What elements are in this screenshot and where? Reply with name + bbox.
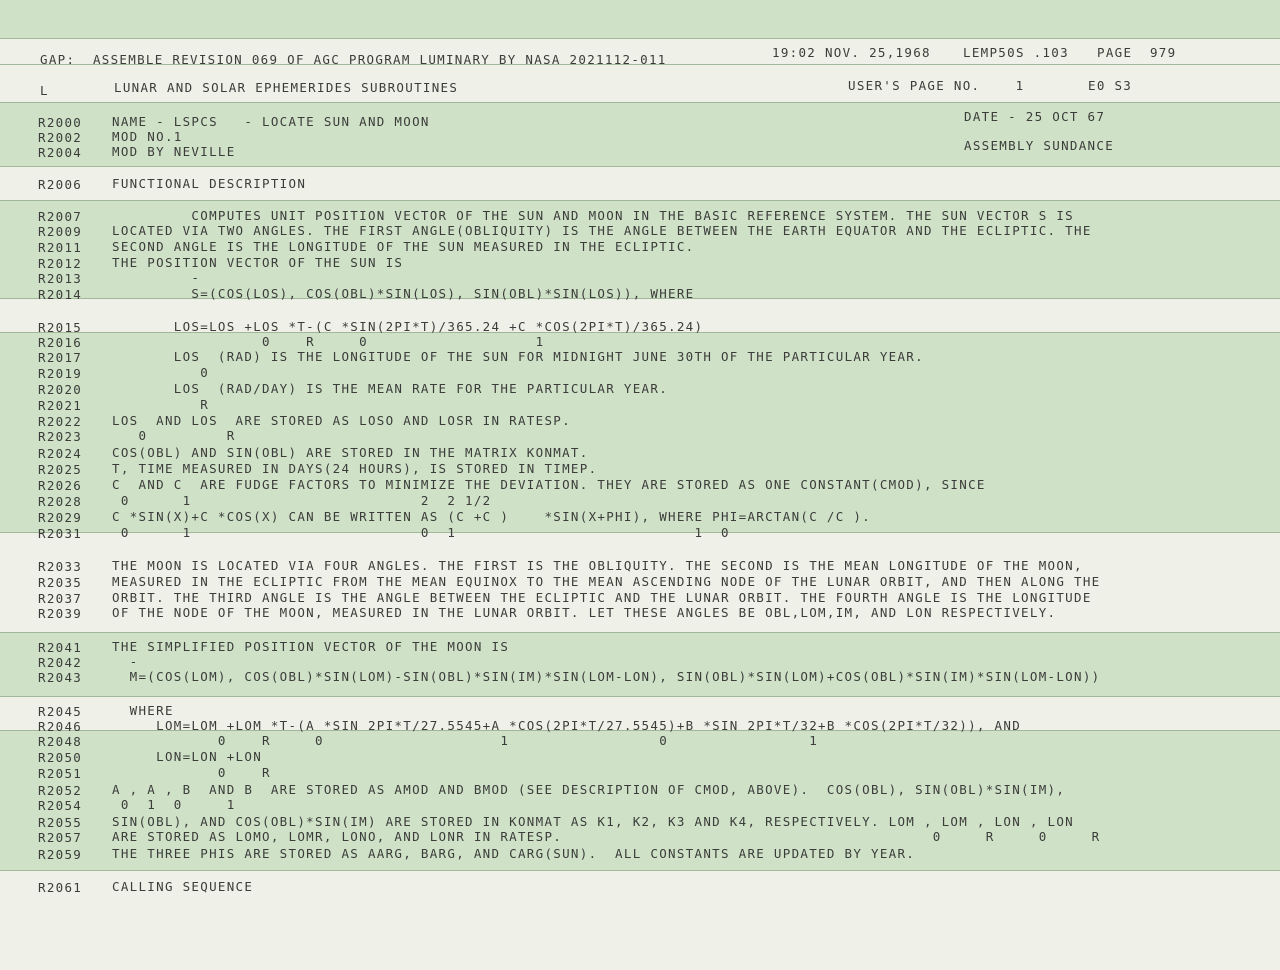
listing-line: M=(COS(LOM), COS(OBL)*SIN(LOM)-SIN(OBL)*SIN(IM)*SIN(LOM-LON), SIN(OBL)*SIN(LOM)+COS(OBL)*SIN(IM)*SIN(LOM-LON)) — [112, 669, 1101, 684]
line-number: R2023 — [38, 429, 83, 444]
line-number: R2031 — [38, 526, 83, 541]
line-number: R2021 — [38, 398, 83, 413]
listing-line: 0 R — [112, 428, 236, 443]
print-timestamp: 19:02 NOV. 25,1968 — [772, 45, 931, 60]
listing-line: LOS (RAD) IS THE LONGITUDE OF THE SUN FOR MIDNIGHT JUNE 30TH OF THE PARTICULAR YEAR. — [112, 349, 924, 364]
line-number: R2029 — [38, 510, 83, 525]
line-number: R2000 — [38, 115, 83, 130]
listing-line: 0 R 0 1 — [112, 334, 545, 349]
listing-flag: L — [40, 83, 49, 98]
listing-line: COMPUTES UNIT POSITION VECTOR OF THE SUN AND MOON IN THE BASIC REFERENCE SYSTEM. THE SUN VECTOR S IS — [112, 208, 1074, 223]
line-number: R2004 — [38, 145, 83, 160]
listing-line: LOS=LOS +LOS *T-(C *SIN(2PI*T)/365.24 +C *COS(2PI*T)/365.24) — [112, 319, 704, 334]
line-number: R2054 — [38, 798, 83, 813]
line-number: R2026 — [38, 478, 83, 493]
line-number: R2012 — [38, 256, 83, 271]
line-number: R2025 — [38, 462, 83, 477]
line-number: R2014 — [38, 287, 83, 302]
line-number: R2061 — [38, 880, 83, 895]
line-number: R2048 — [38, 734, 83, 749]
listing-line: THE THREE PHIS ARE STORED AS AARG, BARG, AND CARG(SUN). ALL CONSTANTS ARE UPDATED BY YEAR. — [112, 846, 916, 861]
line-number: R2016 — [38, 335, 83, 350]
listing-line: LOM=LOM +LOM *T-(A *SIN 2PI*T/27.5545+A *COS(2PI*T/27.5545)+B *SIN 2PI*T/32+B *COS(2PI*T/32)), AND — [112, 718, 1022, 733]
listing-line: MOD BY NEVILLE — [112, 144, 236, 159]
listing-line: 0 1 0 1 1 0 — [112, 525, 730, 540]
users-page-number: USER'S PAGE NO. 1 — [848, 78, 1025, 93]
line-number: R2055 — [38, 815, 83, 830]
listing-line: FUNCTIONAL DESCRIPTION — [112, 176, 307, 191]
line-number: R2022 — [38, 414, 83, 429]
listing-line: A , A , B AND B ARE STORED AS AMOD AND BMOD (SEE DESCRIPTION OF CMOD, ABOVE). COS(OBL), SIN(OBL)*SIN(IM), — [112, 782, 1066, 797]
line-number: R2033 — [38, 559, 83, 574]
listing-line: COS(OBL) AND SIN(OBL) ARE STORED IN THE MATRIX KONMAT. — [112, 445, 589, 460]
listing-line: C *SIN(X)+C *COS(X) CAN BE WRITTEN AS (C +C ) *SIN(X+PHI), WHERE PHI=ARCTAN(C /C ). — [112, 509, 872, 524]
listing-line: OF THE NODE OF THE MOON, MEASURED IN THE LUNAR ORBIT. LET THESE ANGLES BE OBL,LOM,IM, AND LON RESPECTIVELY. — [112, 605, 1057, 620]
listing-line: - — [112, 654, 139, 669]
line-number: R2002 — [38, 130, 83, 145]
listing-line: 0 — [112, 365, 210, 380]
listing-line: LON=LON +LON — [112, 749, 263, 764]
line-number: R2052 — [38, 783, 83, 798]
line-number: R2028 — [38, 494, 83, 509]
paper-rule — [0, 200, 1280, 201]
line-number: R2043 — [38, 670, 83, 685]
line-number: R2041 — [38, 640, 83, 655]
paper-rule — [0, 696, 1280, 697]
line-number: R2057 — [38, 830, 83, 845]
listing-line: R — [112, 397, 210, 412]
paper-rule — [0, 38, 1280, 39]
eo-code: E0 S3 — [1088, 78, 1133, 93]
paper-rule — [0, 166, 1280, 167]
listing-line: LOS (RAD/DAY) IS THE MEAN RATE FOR THE PARTICULAR YEAR. — [112, 381, 669, 396]
assembly-header: GAP: ASSEMBLE REVISION 069 OF AGC PROGRAM LUMINARY BY NASA 2021112-011 — [40, 52, 667, 67]
line-number: R2011 — [38, 240, 83, 255]
listing-line: S=(COS(LOS), COS(OBL)*SIN(LOS), SIN(OBL)*SIN(LOS)), WHERE — [112, 286, 695, 301]
listing-line: LOCATED VIA TWO ANGLES. THE FIRST ANGLE(OBLIQUITY) IS THE ANGLE BETWEEN THE EARTH EQUATOR AND THE ECLIPTIC. THE — [112, 223, 1092, 238]
listing-line: CALLING SEQUENCE — [112, 879, 254, 894]
line-number: R2045 — [38, 704, 83, 719]
line-number: R2037 — [38, 591, 83, 606]
listing-line: 0 1 0 1 — [112, 797, 236, 812]
line-number: R2051 — [38, 766, 83, 781]
date-note: DATE - 25 OCT 67 — [964, 109, 1106, 124]
line-number: R2007 — [38, 209, 83, 224]
line-number: R2042 — [38, 655, 83, 670]
paper-band — [0, 0, 1280, 38]
page-number: PAGE 979 — [1097, 45, 1177, 60]
listing-line: SIN(OBL), AND COS(OBL)*SIN(IM) ARE STORED IN KONMAT AS K1, K2, K3 AND K4, RESPECTIVELY. LOM , LOM , LON , LON — [112, 814, 1074, 829]
listing-line: LOS AND LOS ARE STORED AS LOSO AND LOSR IN RATESP. — [112, 413, 571, 428]
line-number: R2013 — [38, 271, 83, 286]
listing-line: WHERE — [112, 703, 174, 718]
line-number: R2059 — [38, 847, 83, 862]
line-number: R2017 — [38, 350, 83, 365]
listing-line: THE POSITION VECTOR OF THE SUN IS — [112, 255, 404, 270]
paper-rule — [0, 102, 1280, 103]
line-number: R2039 — [38, 606, 83, 621]
listing-line: SECOND ANGLE IS THE LONGITUDE OF THE SUN MEASURED IN THE ECLIPTIC. — [112, 239, 695, 254]
listing-line: 0 R — [112, 765, 271, 780]
paper-rule — [0, 870, 1280, 871]
section-title: LUNAR AND SOLAR EPHEMERIDES SUBROUTINES — [114, 80, 459, 95]
line-number: R2035 — [38, 575, 83, 590]
line-number: R2050 — [38, 750, 83, 765]
listing-line: ARE STORED AS LOMO, LOMR, LONO, AND LONR IN RATESP. 0 R 0 R — [112, 829, 1101, 844]
line-number: R2009 — [38, 224, 83, 239]
assembly-note: ASSEMBLY SUNDANCE — [964, 138, 1115, 153]
listing-line: 0 1 2 2 1/2 — [112, 493, 492, 508]
paper-rule — [0, 632, 1280, 633]
listing-line: NAME - LSPCS - LOCATE SUN AND MOON — [112, 114, 430, 129]
listing-line: - — [112, 270, 201, 285]
line-number: R2006 — [38, 177, 83, 192]
listing-line: 0 R 0 1 0 1 — [112, 733, 819, 748]
listing-line: ORBIT. THE THIRD ANGLE IS THE ANGLE BETWEEN THE ECLIPTIC AND THE LUNAR ORBIT. THE FOURTH ANGLE IS THE LONGITUDE — [112, 590, 1092, 605]
line-number: R2046 — [38, 719, 83, 734]
listing-line: THE MOON IS LOCATED VIA FOUR ANGLES. THE FIRST IS THE OBLIQUITY. THE SECOND IS THE MEAN LONGITUDE OF THE MOON, — [112, 558, 1083, 573]
listing-line: C AND C ARE FUDGE FACTORS TO MINIMIZE THE DEVIATION. THEY ARE STORED AS ONE CONSTANT(CMOD), SINCE — [112, 477, 986, 492]
listing-line: THE SIMPLIFIED POSITION VECTOR OF THE MOON IS — [112, 639, 510, 654]
listing-line: MOD NO.1 — [112, 129, 183, 144]
line-number: R2019 — [38, 366, 83, 381]
line-number: R2015 — [38, 320, 83, 335]
line-number: R2020 — [38, 382, 83, 397]
job-id: LEMP50S .103 — [963, 45, 1069, 60]
listing-line: T, TIME MEASURED IN DAYS(24 HOURS), IS STORED IN TIMEP. — [112, 461, 598, 476]
line-number: R2024 — [38, 446, 83, 461]
listing-line: MEASURED IN THE ECLIPTIC FROM THE MEAN EQUINOX TO THE MEAN ASCENDING NODE OF THE LUNAR ORBIT, AND THEN ALONG THE — [112, 574, 1101, 589]
